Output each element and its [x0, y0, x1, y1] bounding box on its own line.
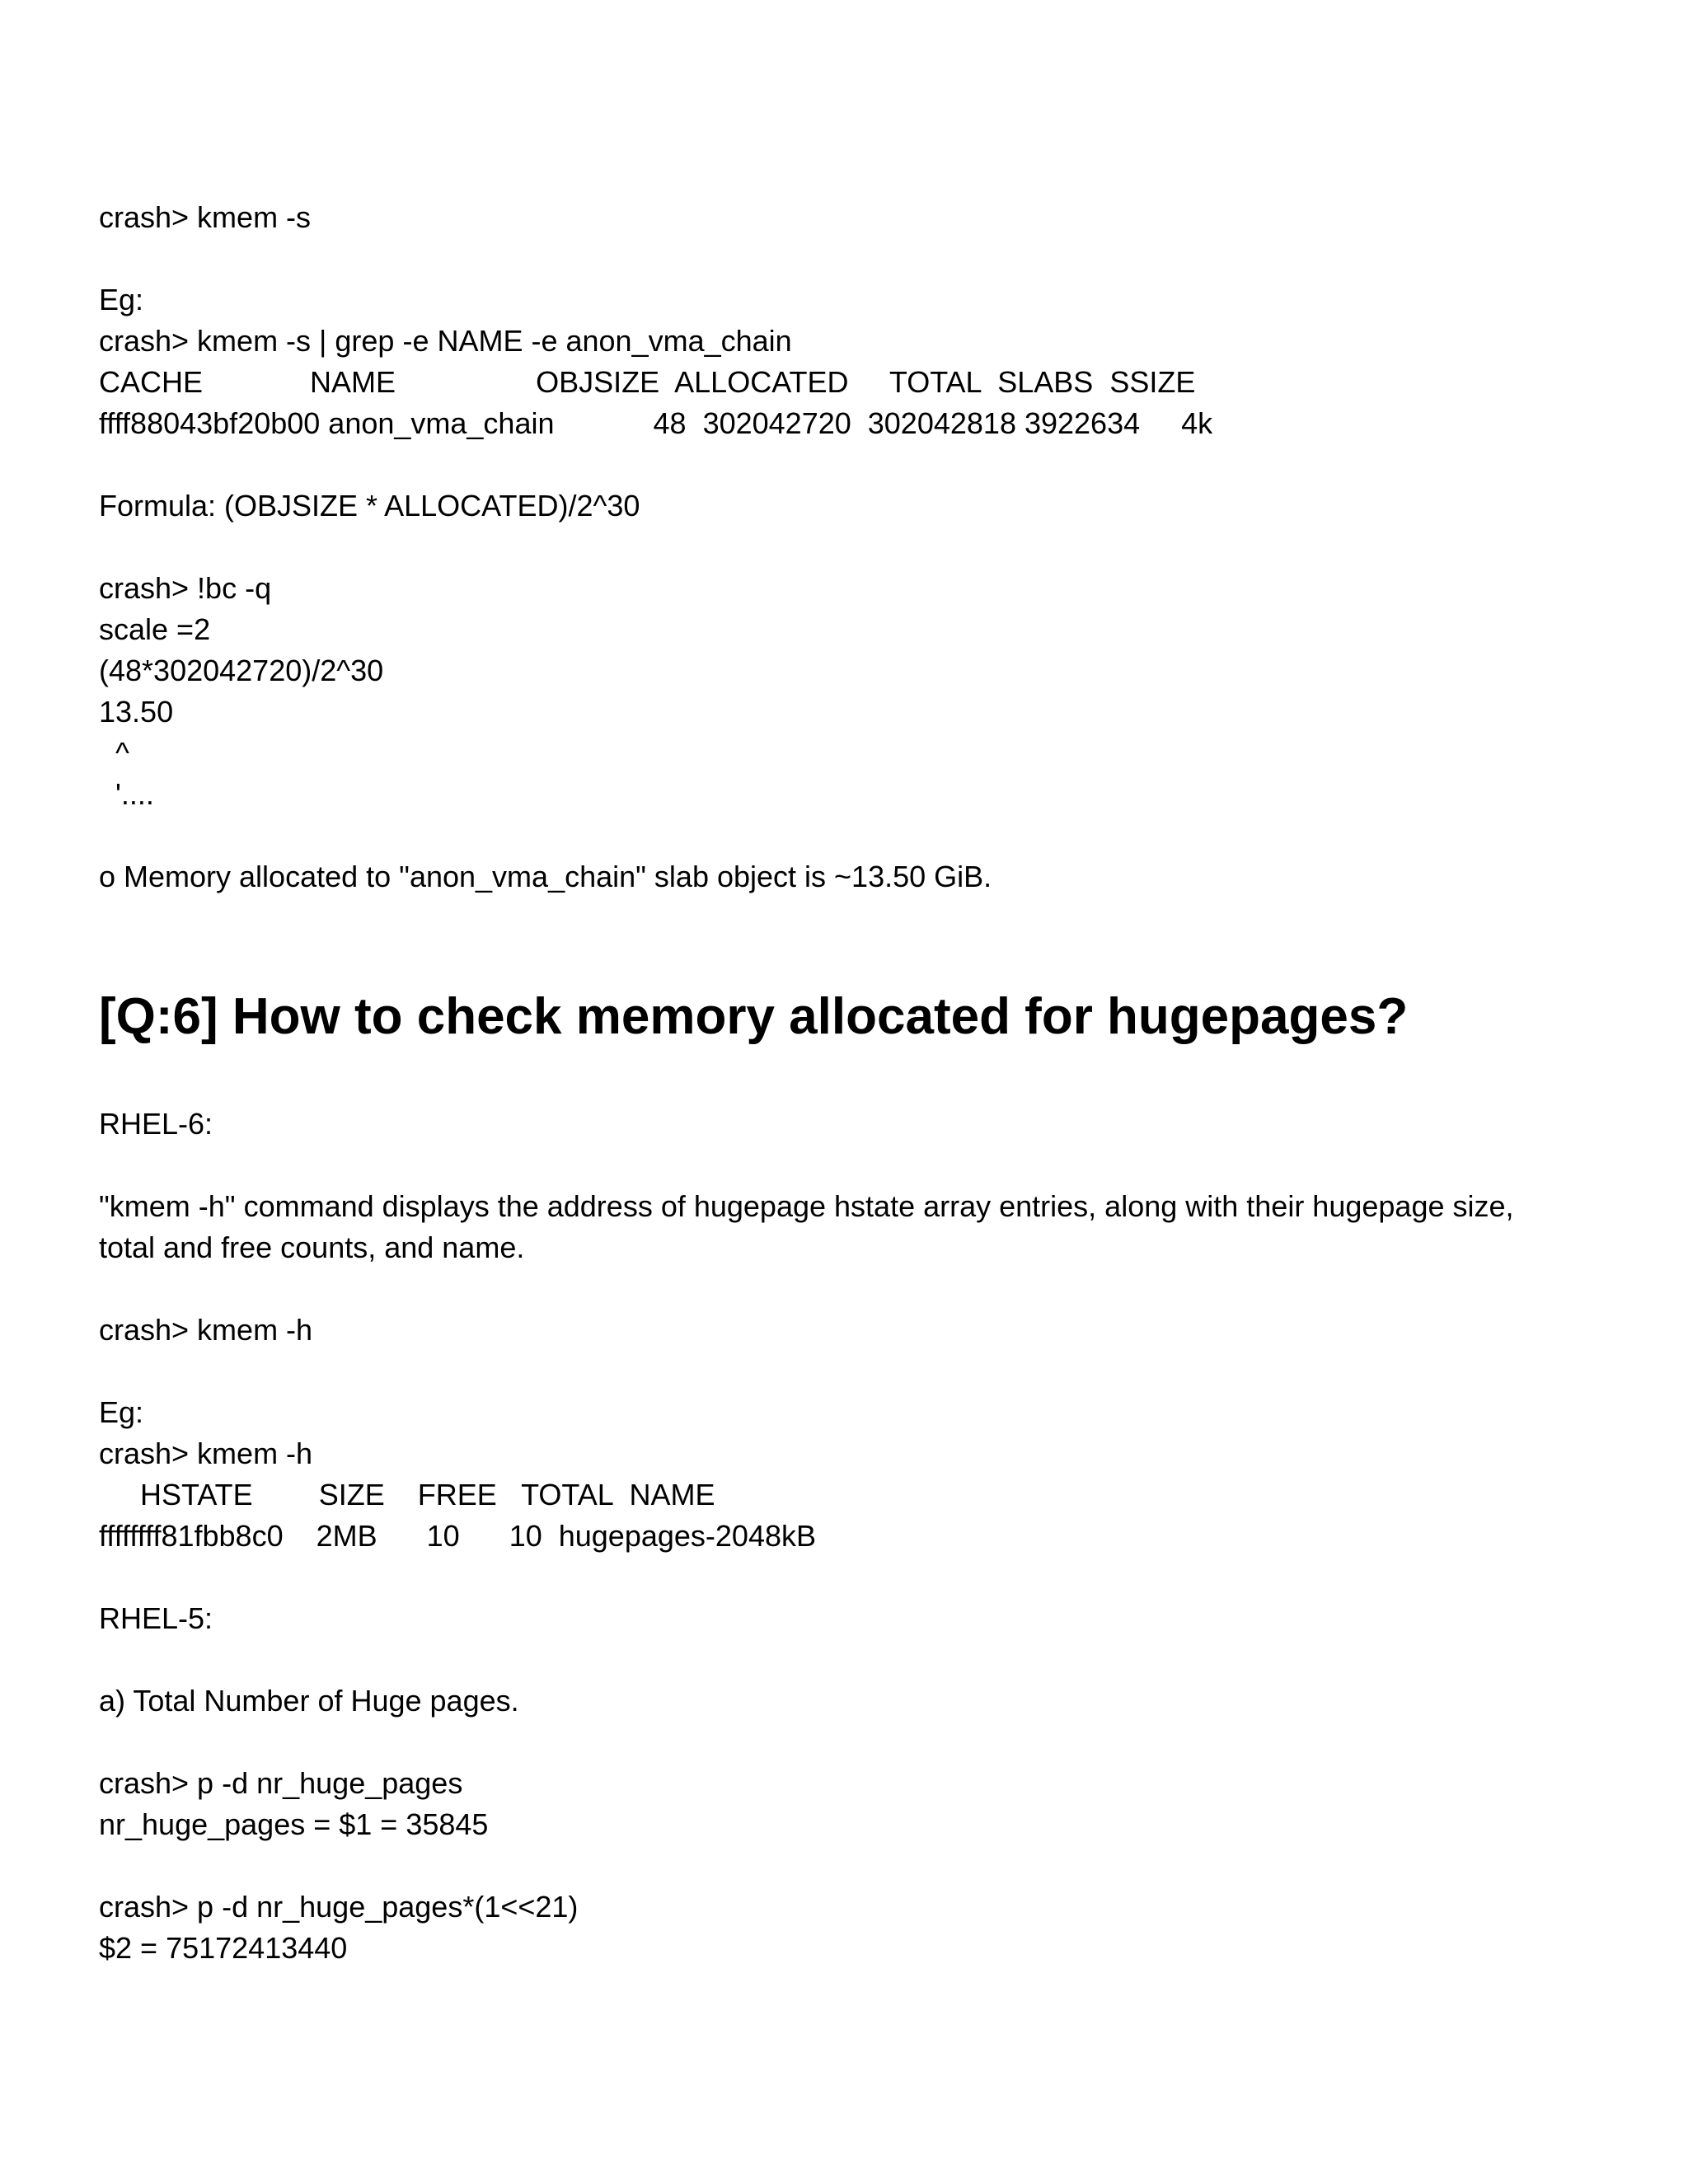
command-line-kmem-s-grep: crash> kmem -s | grep -e NAME -e anon_vma_chain — [99, 324, 792, 358]
bc-result-line: 13.50 — [99, 695, 174, 729]
formula-line: Formula: (OBJSIZE * ALLOCATED)/2^30 — [99, 489, 640, 523]
command-line-kmem-h: crash> kmem -h — [99, 1313, 313, 1347]
example-label: Eg: — [99, 283, 144, 316]
slab-table-header: CACHE NAME OBJSIZE ALLOCATED TOTAL SLABS SSIZE — [99, 365, 1196, 399]
memory-conclusion-line: o Memory allocated to "anon_vma_chain" slab object is ~13.50 GiB. — [99, 860, 992, 893]
huge-pages-size-result: $2 = 75172413440 — [99, 1931, 348, 1965]
command-line-nr-huge-pages-size: crash> p -d nr_huge_pages*(1<<21) — [99, 1890, 579, 1924]
rhel5-label: RHEL-5: — [99, 1601, 213, 1635]
description-line-2: total and free counts, and name. — [99, 1230, 525, 1264]
bc-scale-line: scale =2 — [99, 612, 211, 646]
ellipsis-line: '.... — [99, 777, 154, 811]
command-line-kmem-s: crash> kmem -s — [99, 200, 312, 234]
description-line-1: "kmem -h" command displays the address of hugepage hstate array entries, along with their hugepage size, — [99, 1189, 1514, 1223]
command-line-nr-huge-pages: crash> p -d nr_huge_pages — [99, 1766, 463, 1800]
example-label-2: Eg: — [99, 1395, 144, 1429]
nr-huge-pages-result: nr_huge_pages = $1 = 35845 — [99, 1807, 489, 1841]
slab-table-row: ffff88043bf20b00 anon_vma_chain 48 302042720 302042818 3922634 4k — [99, 406, 1213, 440]
command-line-bc: crash> !bc -q — [99, 571, 272, 605]
subsection-label-a: a) Total Number of Huge pages. — [99, 1684, 519, 1718]
hstate-table-header: HSTATE SIZE FREE TOTAL NAME — [99, 1478, 715, 1511]
rhel6-label: RHEL-6: — [99, 1107, 213, 1141]
command-line-kmem-h-example: crash> kmem -h — [99, 1436, 313, 1470]
section-heading: [Q:6] How to check memory allocated for hugepages? — [99, 988, 1409, 1045]
bc-expression-line: (48*302042720)/2^30 — [99, 654, 384, 687]
hstate-table-row: ffffffff81fbb8c0 2MB 10 10 hugepages-2048kB — [99, 1519, 816, 1553]
caret-line: ^ — [99, 736, 129, 770]
